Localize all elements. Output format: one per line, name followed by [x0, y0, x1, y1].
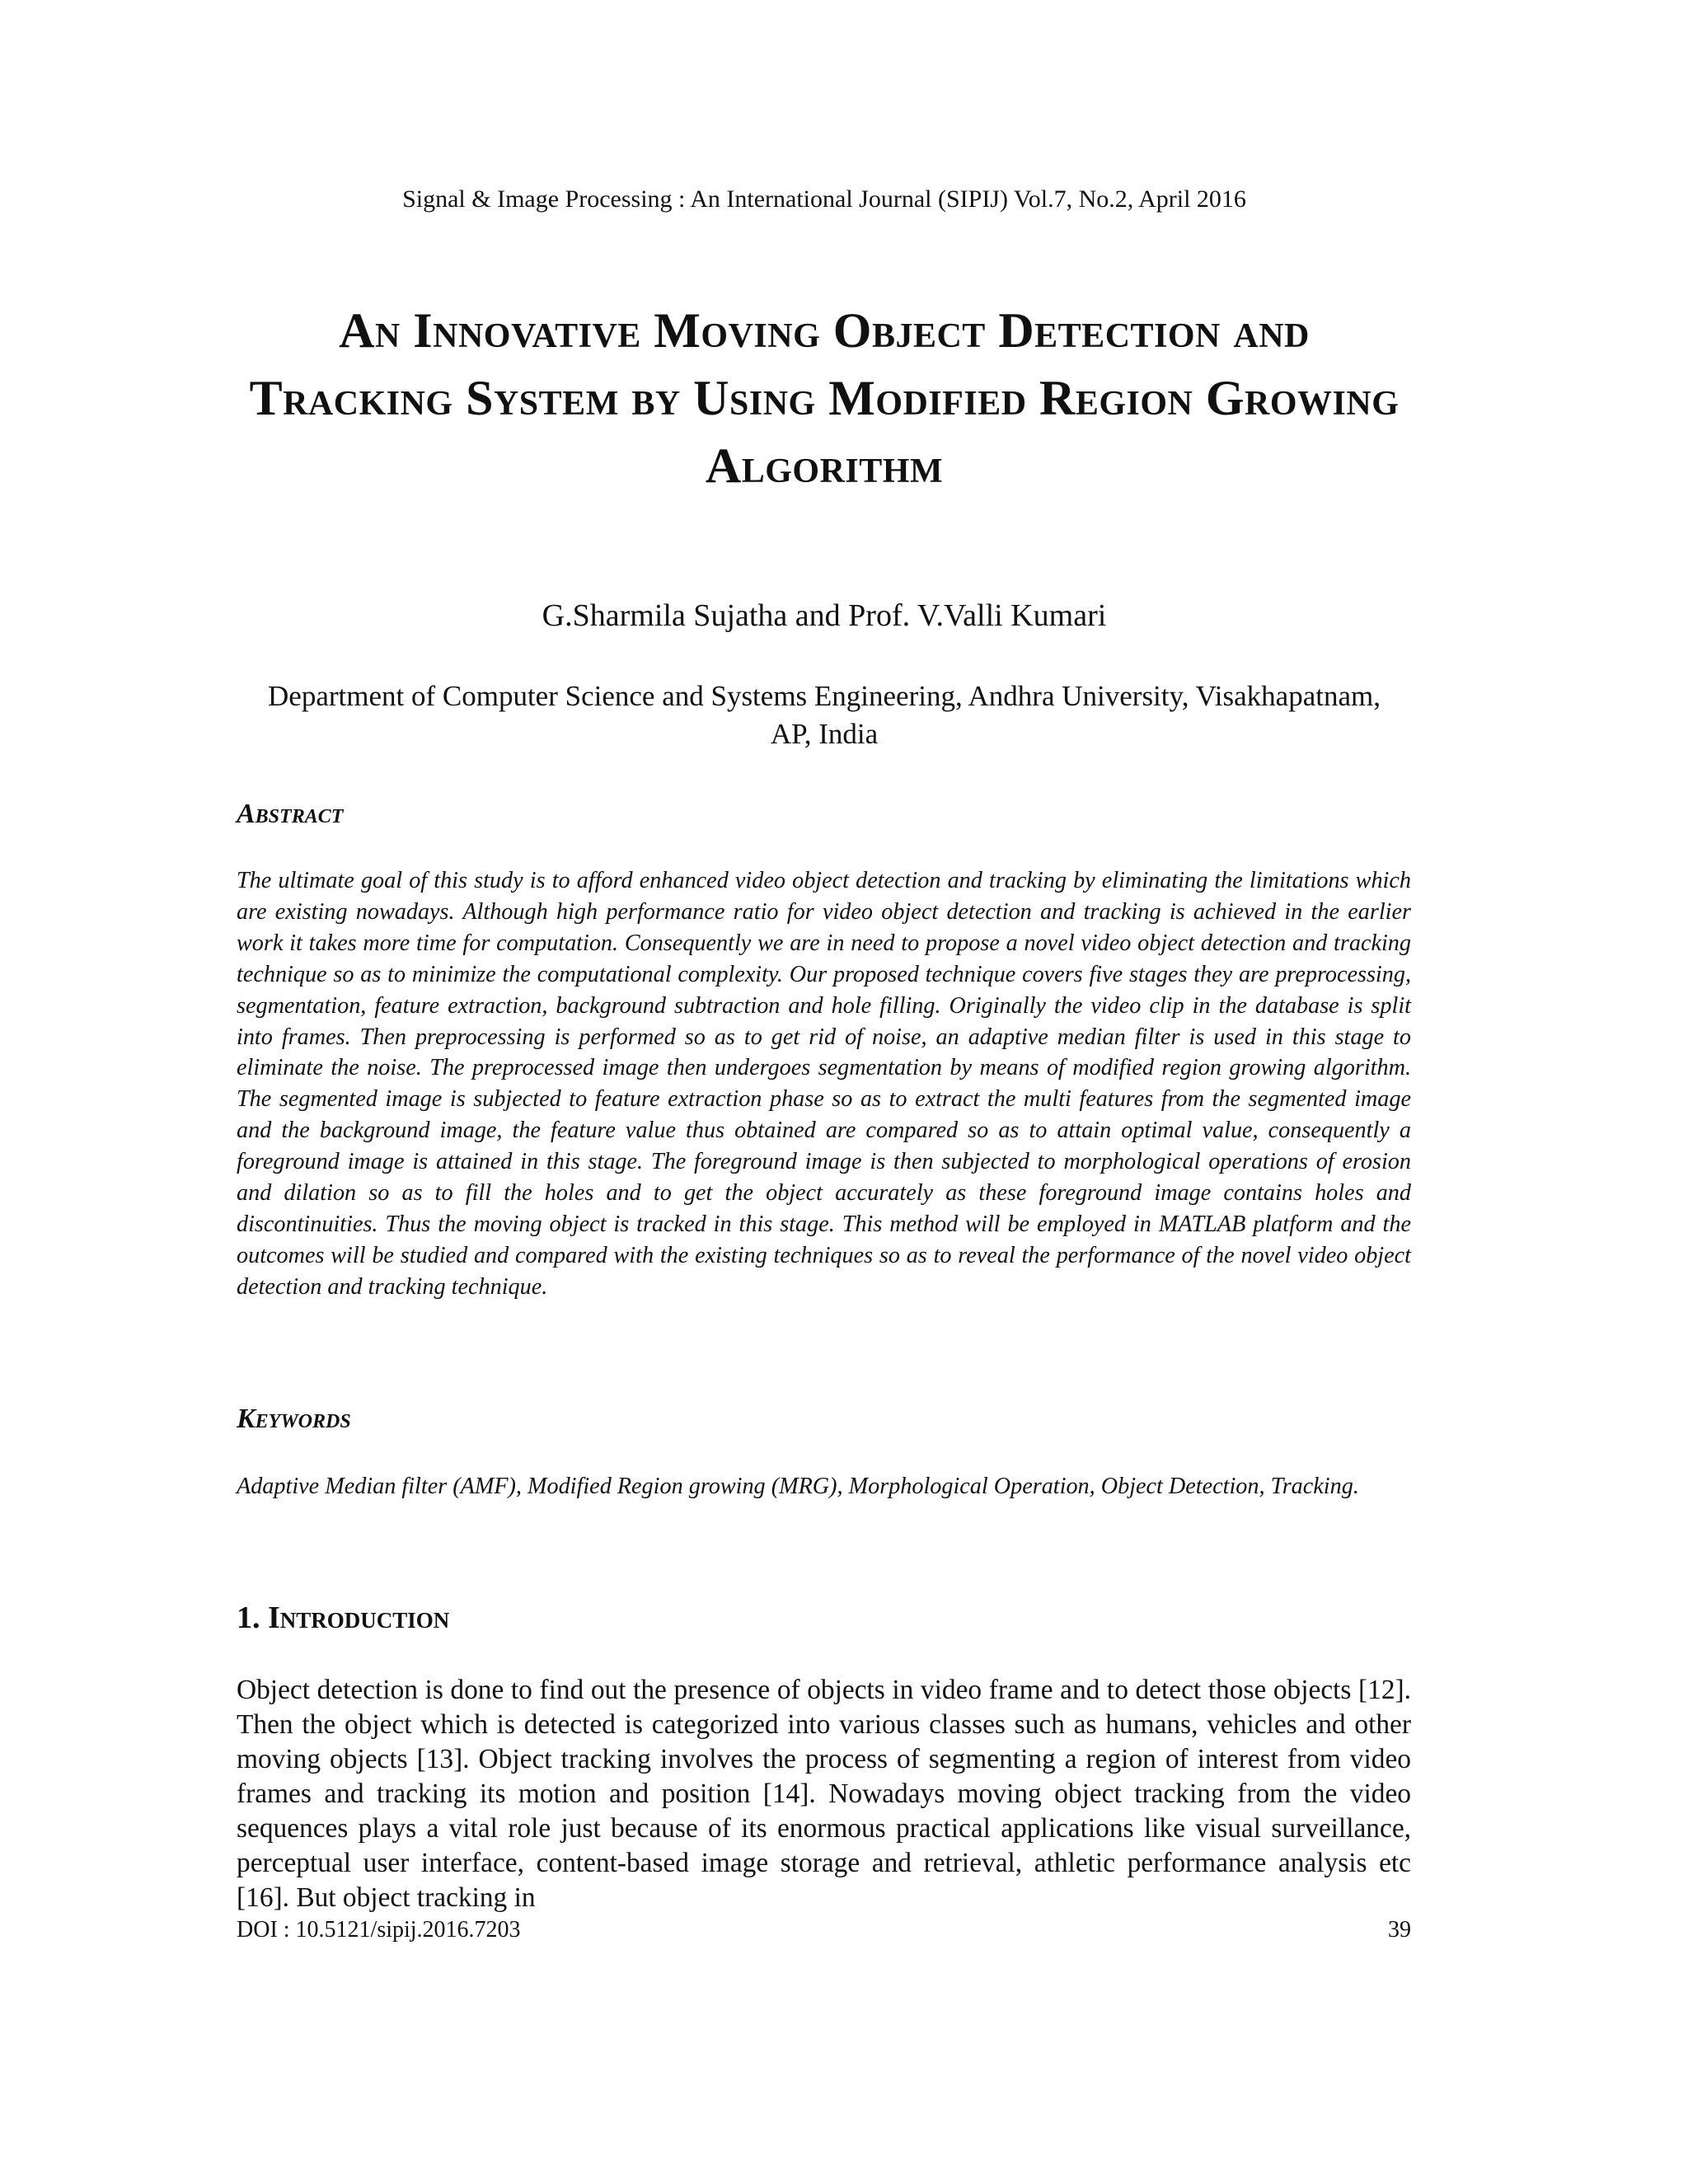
- paper-title: An Innovative Moving Object Detection and Tracking System by Using Modified Region Growing Algorithm: [249, 303, 1400, 493]
- keywords-body: Adaptive Median filter (AMF), Modified Region growing (MRG), Morphological Operation, Object Detection, Tracking.: [237, 1474, 1359, 1499]
- introduction-body: Object detection is done to find out the presence of objects in video frame and to detect those objects [12]. Then the object which is detected is categorized into various classes such as humans, vehicles and other moving objects [13]. Object tracking involves the process of segmenting a region of interest from video frames and tracking its motion and position [14]. Nowadays moving object tracking from the video sequences plays a vital role just because of its enormous practical applications like visual surveillance, perceptual user interface, content-based image storage and retrieval, athletic performance analysis etc [16]. But object tracking in: [237, 1675, 1411, 1913]
- keywords-heading: Keywords: [237, 1404, 351, 1434]
- page-number: 39: [1388, 1917, 1411, 1943]
- abstract-body: The ultimate goal of this study is to afford enhanced video object detection and tracking by eliminating the limitations which are existing nowadays. Although high performance ratio for video object detection and tracking is achieved in the earlier work it takes more time for computation. Consequently we are in need to propose a novel video object detection and tracking technique so as to minimize the computational complexity. Our proposed technique covers five stages they are preprocessing, segmentation, feature extraction, background subtraction and hole filling. Originally the video clip in the database is split into frames. Then preprocessing is performed so as to get rid of noise, an adaptive median filter is used in this stage to eliminate the noise. The preprocessed image then undergoes segmentation by means of modified region growing algorithm. The segmented image is subjected to feature extraction phase so as to extract the multi features from the segmented image and the background image, the feature value thus obtained are compared so as to attain optimal value, consequently a foreground image is attained in this stage. The foreground image is then subjected to morphological operations of erosion and dilation so as to fill the holes and to get the object accurately as these foreground image contains holes and discontinuities. Thus the moving object is tracked in this stage. This method will be employed in MATLAB platform and the outcomes will be studied and compared with the existing techniques so as to reveal the performance of the novel video object detection and tracking technique.: [237, 868, 1411, 1300]
- authors: G.Sharmila Sujatha and Prof. V.Valli Kumari: [542, 598, 1107, 633]
- running-header: Signal & Image Processing : An International Journal (SIPIJ) Vol.7, No.2, April 2016: [402, 185, 1246, 213]
- doi-link[interactable]: DOI : 10.5121/sipij.2016.7203: [237, 1917, 521, 1943]
- affiliation: Department of Computer Science and Systems Engineering, Andhra University, Visakhapatnam, AP, India: [268, 680, 1381, 750]
- abstract-heading: Abstract: [237, 799, 344, 829]
- introduction-heading: 1. Introduction: [237, 1601, 450, 1635]
